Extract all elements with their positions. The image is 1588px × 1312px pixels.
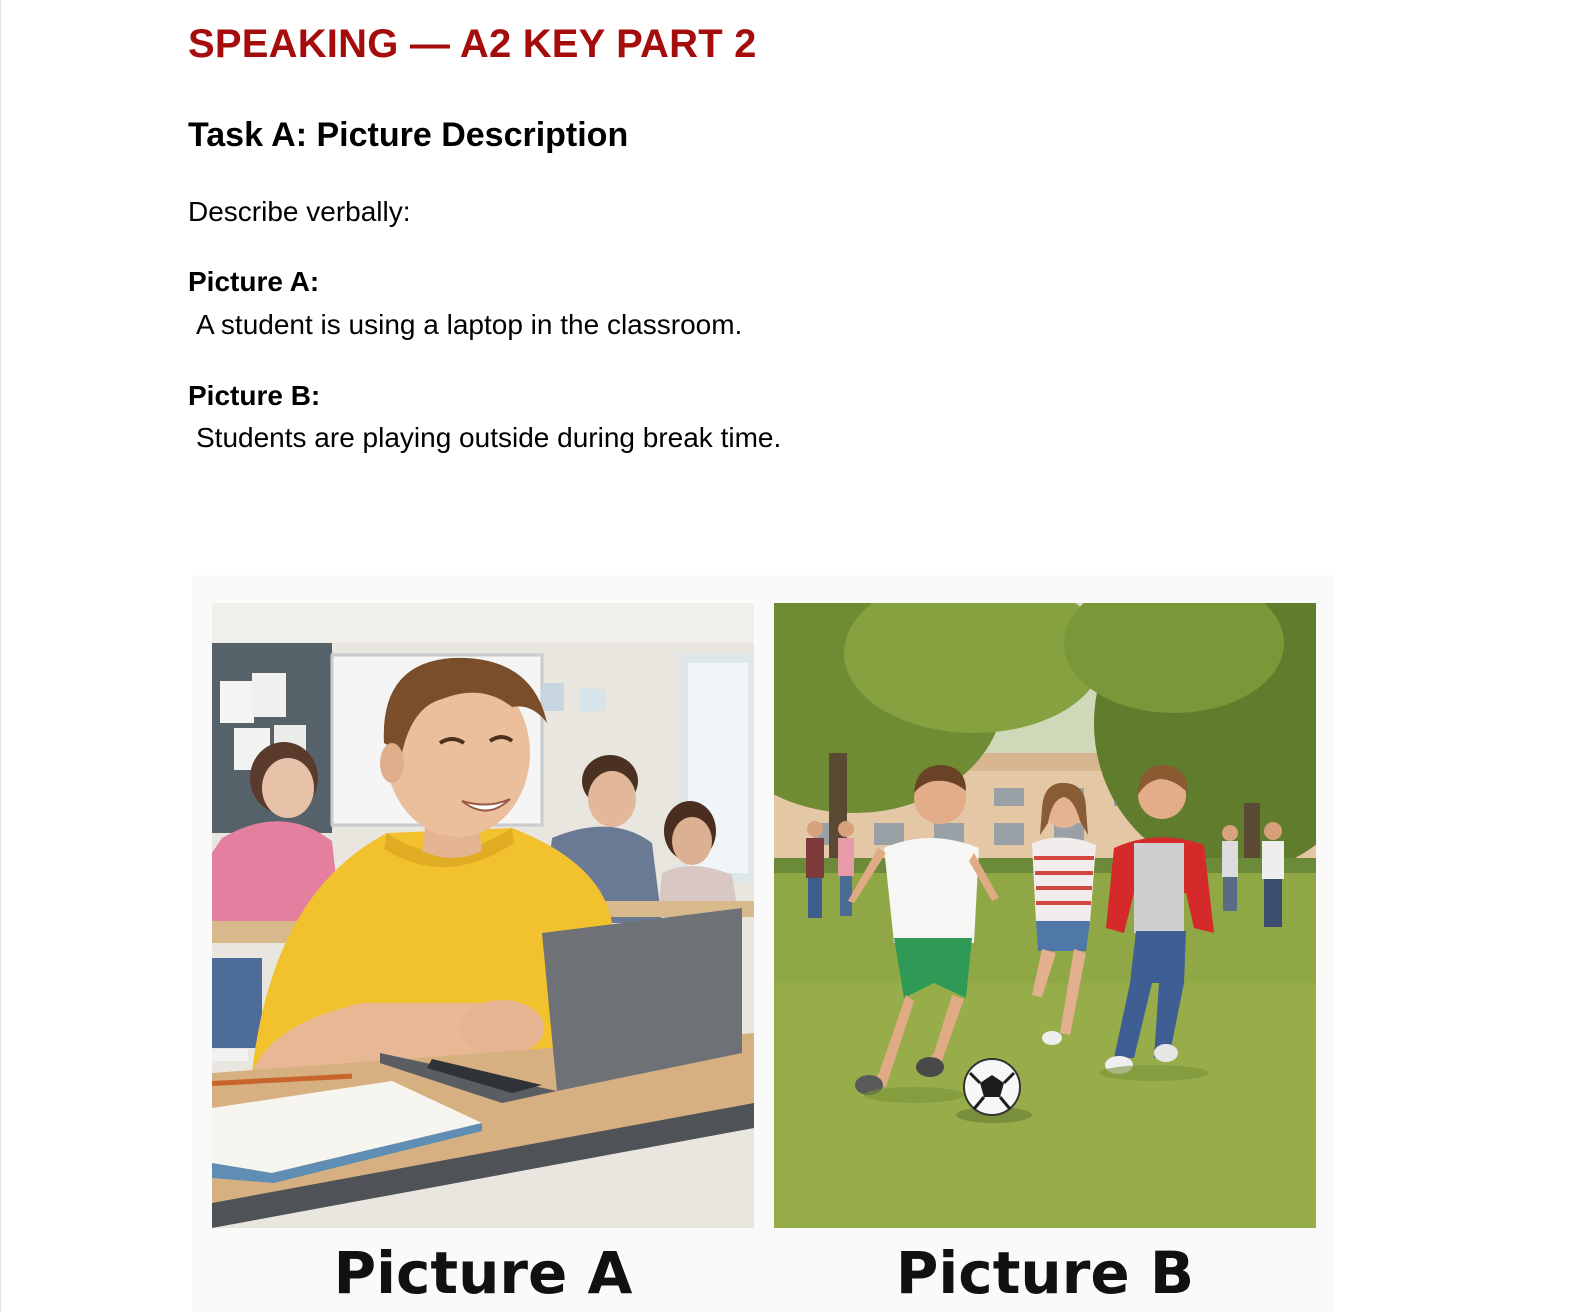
pictures-panel (192, 575, 1335, 1312)
page-title: SPEAKING — A2 KEY PART 2 (188, 22, 757, 66)
picture-b-description: Students are playing outside during break time. (196, 422, 782, 453)
picture-a-description: A student is using a laptop in the classroom. (196, 309, 743, 340)
playground-football-photo (774, 603, 1316, 1228)
picture-b-caption: Picture B (895, 1239, 1195, 1307)
task-title: Task A: Picture Description (188, 116, 629, 154)
classroom-laptop-photo (212, 603, 754, 1228)
picture-b-label: Picture B: (188, 380, 321, 411)
task-instruction: Describe verbally: (188, 196, 411, 227)
picture-a-label: Picture A: (188, 266, 320, 297)
picture-a-caption: Picture A (333, 1239, 633, 1307)
